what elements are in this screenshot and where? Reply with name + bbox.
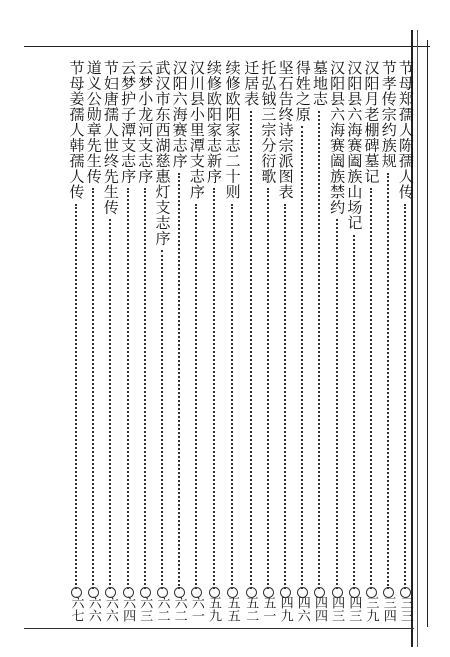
dot-leader (250, 111, 252, 590)
toc-entry-title: 汉阳县六海赛阖族山场记 (345, 60, 364, 231)
toc-entry-title: 坚石告终诗宗派图表 (276, 60, 295, 200)
toc-entry[interactable] (102, 60, 119, 622)
toc-entry-page: 五一 (260, 593, 275, 622)
dot-leader (213, 188, 215, 589)
toc-entry-page: 六四 (120, 593, 135, 622)
toc-entry-title: 节母姜孺人韩孺人传 (67, 60, 86, 200)
toc-entry-title: 得姓之原 (293, 60, 312, 122)
toc-entry-page: 六六 (103, 593, 118, 622)
toc-entry-page: 三三 (398, 593, 413, 622)
toc-entry-title: 汉阳月老棚碑墓记 (362, 60, 381, 184)
toc-entry-page: 六二 (154, 593, 169, 622)
toc-entry-page: 四三 (346, 593, 361, 622)
toc-entry[interactable] (311, 60, 328, 622)
toc-entry-title: 云梦护子潭支志序 (119, 60, 138, 184)
toc-entry[interactable] (171, 60, 188, 622)
dot-leader (318, 111, 320, 590)
toc-entry-page: 五二 (243, 593, 258, 622)
toc-entry[interactable] (205, 60, 222, 622)
toc-entry-title: 续修欧阳家志二十则 (223, 60, 242, 200)
dot-leader (161, 250, 163, 589)
toc-entry-page: 六三 (137, 593, 152, 622)
toc-entry[interactable] (136, 60, 153, 622)
table-of-contents (67, 60, 414, 622)
toc-entry[interactable] (362, 60, 379, 622)
dot-leader (144, 188, 146, 589)
toc-entry[interactable] (119, 60, 136, 622)
toc-entry[interactable] (222, 60, 242, 622)
dot-leader (231, 204, 233, 590)
dot-leader (127, 188, 129, 589)
toc-entry-page: 五九 (206, 593, 221, 622)
dot-leader (195, 204, 197, 590)
dot-leader (387, 173, 389, 590)
toc-entry-title: 迁居表 (242, 60, 261, 107)
toc-entry-title: 墓地志 (310, 60, 329, 107)
toc-entry-page: 四三 (329, 593, 344, 622)
dot-leader (109, 219, 111, 589)
toc-entry-page: 六二 (172, 593, 187, 622)
toc-entry-title: 节母郑孺人陈孺人传 (396, 60, 415, 200)
toc-entry-title: 托弘钺三宗分衍歌 (259, 60, 278, 184)
toc-entry-page: 四四 (312, 593, 327, 622)
toc-entry-title: 节孝传宗约族规 (379, 60, 398, 169)
frame-top-rule (24, 46, 430, 47)
toc-entry-title: 汉阳六海赛志序 (170, 60, 189, 169)
toc-entry-title: 续修欧阳家志新序 (205, 60, 224, 184)
toc-entry[interactable] (345, 60, 362, 622)
toc-entry-page: 四六 (295, 593, 310, 622)
dot-leader (370, 188, 372, 589)
toc-entry-page: 三四 (381, 593, 396, 622)
toc-entry-page: 五五 (225, 593, 240, 622)
toc-entry-page: 六七 (69, 593, 84, 622)
toc-entry[interactable] (153, 60, 170, 622)
dot-leader (267, 188, 269, 589)
dot-leader (284, 204, 286, 590)
toc-entry[interactable] (380, 60, 397, 622)
toc-entry[interactable] (188, 60, 205, 622)
toc-entry-title: 汉阳县六海赛阖族禁约 (328, 60, 347, 215)
toc-entry[interactable] (328, 60, 345, 622)
dot-leader (336, 219, 338, 589)
toc-entry[interactable] (397, 60, 414, 622)
toc-entry[interactable] (242, 60, 259, 622)
frame-right-outer-rule (427, 40, 428, 627)
dot-leader (404, 204, 406, 590)
toc-entry-title: 节妇唐孺人世终先生传 (101, 60, 120, 215)
toc-entry-page: 四九 (278, 593, 293, 622)
toc-entry[interactable] (259, 60, 276, 622)
toc-entry[interactable] (294, 60, 311, 622)
toc-entry-page: 六六 (86, 593, 101, 622)
dot-leader (353, 235, 355, 590)
toc-entry-title: 云梦小龙河支志序 (136, 60, 155, 184)
toc-entry[interactable] (85, 60, 102, 622)
toc-entry[interactable] (67, 60, 84, 622)
toc-entry-page: 六一 (189, 593, 204, 622)
toc-entry-page: 三九 (364, 593, 379, 622)
toc-entry[interactable] (277, 60, 294, 622)
dot-leader (178, 173, 180, 590)
dot-leader (301, 126, 303, 589)
toc-entry-title: 道义公勋章先生传 (84, 60, 103, 184)
dot-leader (75, 204, 77, 590)
toc-entry-title: 汉川县小里潭支志序 (187, 60, 206, 200)
dot-leader (92, 188, 94, 589)
toc-entry-title: 武汉市东西湖慈惠灯支志序 (153, 60, 172, 246)
frame-bottom-rule (24, 628, 414, 629)
